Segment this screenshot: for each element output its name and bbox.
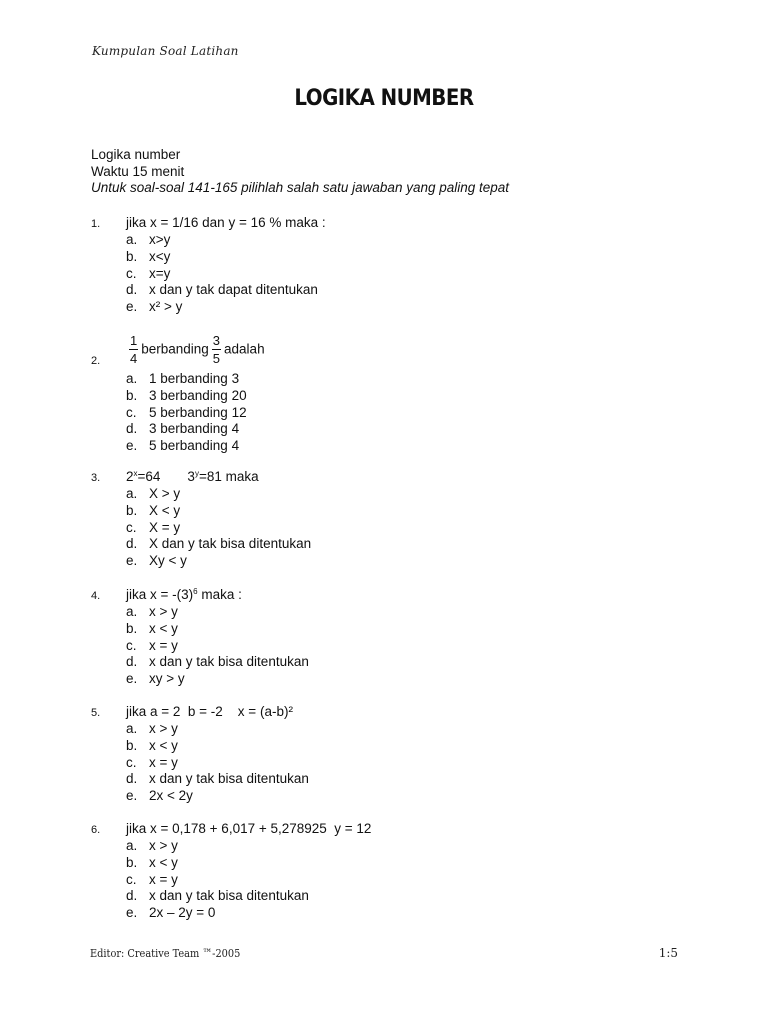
option-text: x = y — [149, 637, 178, 653]
question-number: 4. — [91, 590, 101, 602]
option-letter: d. — [126, 654, 138, 670]
option-text: x² > y — [149, 299, 183, 315]
option-text: 3 berbanding 20 — [149, 387, 247, 403]
option-letter: b. — [126, 502, 138, 518]
option-letter: e. — [126, 788, 138, 804]
fraction-three-fifths — [212, 334, 221, 366]
fraction-numerator: 3 — [212, 333, 221, 348]
option — [126, 638, 309, 655]
option-letter: e. — [126, 553, 138, 569]
option-letter: b. — [126, 387, 138, 403]
option — [126, 738, 309, 755]
page-title: LOGIKA NUMBER — [294, 86, 474, 111]
option-letter: a. — [126, 232, 138, 247]
option-letter: a. — [126, 486, 138, 501]
option-letter: c. — [126, 871, 137, 887]
option — [126, 888, 309, 905]
option — [126, 438, 247, 455]
option — [126, 721, 309, 738]
intro-subject: Logika number — [91, 147, 181, 162]
question-stem: jika a = 2 b = -2 x = (a-b)² — [126, 704, 293, 719]
option-letter: b. — [126, 854, 138, 870]
option — [126, 299, 318, 316]
footer-editor: Editor: Creative Team ™-2005 — [90, 946, 241, 960]
option-letter: d. — [126, 282, 138, 298]
question-number: 1. — [91, 218, 101, 230]
option — [126, 520, 311, 537]
option-letter: c. — [126, 637, 137, 653]
question-stem — [126, 334, 265, 366]
option-letter: b. — [126, 248, 138, 264]
option-letter: a. — [126, 721, 138, 736]
option — [126, 371, 247, 388]
question-stem — [126, 469, 259, 486]
question-number: 3. — [91, 472, 101, 484]
option-letter: c. — [126, 404, 137, 420]
option — [126, 486, 311, 503]
intro-block — [91, 147, 509, 197]
option-letter: c. — [126, 519, 137, 535]
option — [126, 855, 309, 872]
question-number: 2. — [91, 355, 101, 367]
option — [126, 421, 247, 438]
option-text: xy > y — [149, 671, 185, 687]
option — [126, 405, 247, 422]
question-number: 5. — [91, 707, 101, 719]
option-letter: d. — [126, 536, 138, 552]
stem-exponent: 6 — [193, 587, 198, 596]
option-letter: a. — [126, 371, 138, 386]
option-letter: e. — [126, 905, 138, 921]
stem-rest: =64 — [137, 469, 161, 484]
option-letter: b. — [126, 620, 138, 636]
option-letter: d. — [126, 888, 138, 904]
option-text: X = y — [149, 519, 181, 535]
option-text: x dan y tak bisa ditentukan — [149, 888, 309, 904]
option — [126, 905, 309, 922]
option-text: x=y — [149, 265, 171, 281]
option-letter: e. — [126, 299, 138, 315]
option-letter: c. — [126, 265, 137, 281]
fraction-denominator: 5 — [212, 351, 221, 366]
option-text: X > y — [149, 486, 181, 501]
option-text: x = y — [149, 871, 178, 887]
intro-instructions: Untuk soal-soal 141-165 pilihlah salah satu jawaban yang paling tepat — [91, 180, 510, 195]
option-text: Xy < y — [149, 553, 187, 569]
option-letter: c. — [126, 754, 137, 770]
running-header: Kumpulan Soal Latihan — [92, 44, 239, 58]
option-text: 2x – 2y = 0 — [149, 905, 216, 921]
option-text: 5 berbanding 4 — [149, 438, 240, 454]
stem-post: maka : — [197, 587, 242, 602]
option — [126, 671, 309, 688]
fraction-numerator: 1 — [130, 333, 138, 348]
option — [126, 621, 309, 638]
footer-page-number: 1:5 — [658, 946, 678, 960]
option-text: x > y — [149, 604, 178, 619]
option-text: 3 berbanding 4 — [149, 421, 240, 437]
option — [126, 266, 318, 283]
stem-mid: berbanding — [141, 341, 209, 357]
option-text: x = y — [149, 754, 178, 770]
option — [126, 503, 311, 520]
option-text: x > y — [149, 721, 178, 736]
intro-time: Waktu 15 menit — [91, 163, 185, 179]
option-text: 2x < 2y — [149, 788, 193, 804]
option — [126, 604, 309, 621]
question-stem: jika x = 0,178 + 6,017 + 5,278925 y = 12 — [126, 821, 372, 836]
option — [126, 536, 311, 553]
fraction-denominator: 4 — [130, 351, 138, 366]
option-text: x<y — [149, 248, 171, 264]
option-text: x < y — [149, 620, 178, 636]
option-text: 1 berbanding 3 — [149, 371, 240, 386]
option — [126, 654, 309, 671]
option-text: x < y — [149, 854, 178, 870]
option-letter: d. — [126, 771, 138, 787]
stem-tail: adalah — [224, 341, 265, 357]
option-text: X < y — [149, 502, 181, 518]
option-letter: a. — [126, 838, 138, 853]
option-letter: e. — [126, 671, 138, 687]
stem-exponent: y — [194, 469, 199, 478]
stem-exponent: x — [133, 469, 138, 478]
option-text: x < y — [149, 737, 178, 753]
option-text: x > y — [149, 838, 178, 853]
option — [126, 771, 309, 788]
option-letter: e. — [126, 438, 138, 454]
question-stem: jika x = 1/16 dan y = 16 % maka : — [126, 215, 326, 230]
stem-base: 3 — [187, 469, 195, 484]
option — [126, 388, 247, 405]
option-letter: a. — [126, 604, 138, 619]
option — [126, 553, 311, 570]
option-text: x dan y tak bisa ditentukan — [149, 771, 309, 787]
option-letter: b. — [126, 737, 138, 753]
option-letter: d. — [126, 421, 138, 437]
option — [126, 232, 318, 249]
question-stem — [126, 587, 242, 604]
option — [126, 282, 318, 299]
option-text: X dan y tak bisa ditentukan — [149, 536, 312, 552]
option — [126, 788, 309, 805]
option-text: x>y — [149, 232, 171, 247]
question-number: 6. — [91, 824, 101, 836]
stem-base: 2 — [126, 469, 134, 484]
option — [126, 872, 309, 889]
fraction-one-quarter — [129, 334, 138, 366]
option-text: x dan y tak dapat ditentukan — [149, 282, 318, 298]
stem-rest: =81 maka — [198, 469, 259, 484]
option-text: 5 berbanding 12 — [149, 404, 247, 420]
option — [126, 249, 318, 266]
stem-pre: jika x = -(3) — [126, 587, 194, 602]
option — [126, 838, 309, 855]
option — [126, 755, 309, 772]
option-text: x dan y tak bisa ditentukan — [149, 654, 309, 670]
